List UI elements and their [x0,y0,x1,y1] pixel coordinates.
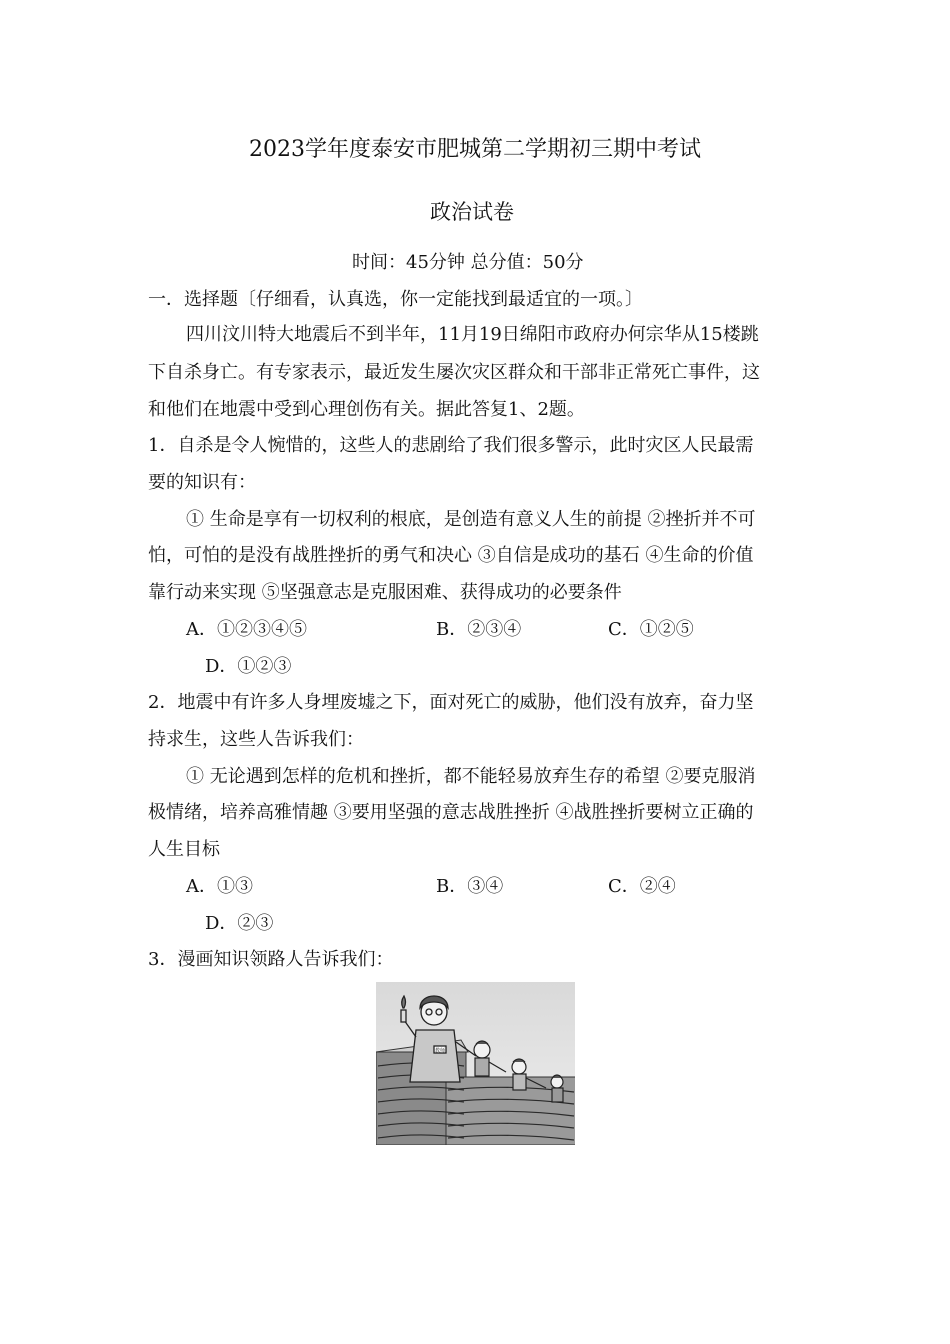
question-1-option-c: C．①②⑤ [608,619,694,640]
material-line: 和他们在地震中受到心理创伤有关。据此答复1、2题。 [148,399,585,420]
question-2-option-c: C．②④ [608,876,676,897]
question-1-stem: 要的知识有： [148,472,256,493]
question-3-stem: 3．漫画知识领路人告诉我们： [148,949,394,970]
cartoon-teacher-leading-children-icon [376,982,575,1145]
question-1-option-a: A．①②③④⑤ [186,619,307,640]
exam-meta: 时间：45分钟 总分值：50分 [352,252,584,273]
question-1-option-d: D．①②③ [205,656,292,677]
question-2-option-a: A．①③ [186,876,253,897]
question-2-option-d: D．②③ [205,913,274,934]
question-2-statement: 人生目标 [148,839,220,860]
question-2-statement: 极情绪，培养高雅情趣 ③要用坚强的意志战胜挫折 ④战胜挫折要树立正确的 [148,802,754,823]
subject-title: 政治试卷 [430,200,514,224]
page-title: 2023学年度泰安市肥城第二学期初三期中考试 [249,137,701,162]
question-1-statement: 靠行动来实现 ⑤坚强意志是克服困难、获得成功的必要条件 [148,582,622,603]
cartoon-image [376,982,575,1145]
material-line: 四川汶川特大地震后不到半年，11月19日绵阳市政府办何宗华从15楼跳 [186,324,759,345]
question-1-option-b: B．②③④ [436,619,522,640]
question-2-stem: 2．地震中有许多人身埋废墟之下，面对死亡的威胁，他们没有放弃，奋力坚 [148,692,754,713]
teacher-badge: 教师 [434,1048,446,1054]
material-line: 下自杀身亡。有专家表示，最近发生屡次灾区群众和干部非正常死亡事件，这 [148,362,760,383]
question-2-statement: ① 无论遇到怎样的危机和挫折，都不能轻易放弃生存的希望 ②要克服消 [186,766,756,787]
question-1-statement: 怕，可怕的是没有战胜挫折的勇气和决心 ③自信是成功的基石 ④生命的价值 [148,545,754,566]
question-2-stem: 持求生，这些人告诉我们： [148,729,364,750]
section-heading: 一．选择题〔仔细看，认真选，你一定能找到最适宜的一项。〕 [148,289,643,310]
question-2-option-b: B．③④ [436,876,504,897]
question-1-stem: 1．自杀是令人惋惜的，这些人的悲剧给了我们很多警示，此时灾区人民最需 [148,435,754,456]
question-1-statement: ① 生命是享有一切权利的根底，是创造有意义人生的前提 ②挫折并不可 [186,509,756,530]
